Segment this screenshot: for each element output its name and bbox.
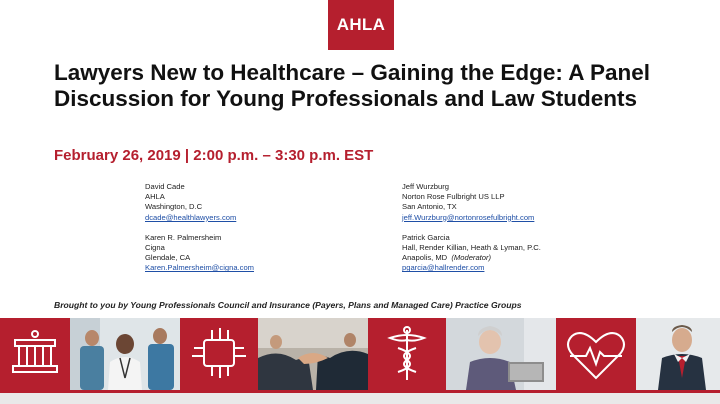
handshake-photo	[258, 318, 368, 390]
panelist-location: Washington, D.C	[145, 202, 203, 212]
panelist-location-line	[402, 253, 642, 263]
panelist-email-link[interactable]: jeff.Wurzburg@nortonrosefulbright.com	[402, 212, 535, 222]
elderly-woman-photo	[446, 318, 556, 390]
panelist-email-link[interactable]: dcade@healthlawyers.com	[145, 212, 237, 222]
moderator-role: (Moderator)	[451, 253, 492, 263]
logo-text: AHLA	[336, 15, 386, 34]
courthouse-icon	[0, 318, 70, 390]
panelist-org: Hall, Render Killian, Heath & Lyman, P.C.	[402, 243, 541, 253]
panelist-org: AHLA	[145, 192, 165, 202]
ahla-logo	[328, 0, 394, 50]
panelist-name: Patrick Garcia	[402, 232, 450, 242]
panelist-email-link[interactable]: pgarcia@hallrender.com	[402, 263, 485, 273]
sponsor-line: Brought to you by Young Professionals Council and Insurance (Payers, Plans and Managed Care) Practice Groups	[54, 300, 522, 310]
heartbeat-icon	[556, 318, 636, 390]
image-strip	[0, 318, 720, 390]
panelist-org: Norton Rose Fulbright US LLP	[402, 192, 505, 202]
panelist-org: Cigna	[145, 243, 165, 253]
caduceus-icon	[368, 318, 446, 390]
footer-accent-line	[0, 390, 720, 393]
hands-together-icon	[180, 318, 258, 390]
businessman-photo	[636, 318, 720, 390]
panelist-name: Jeff Wurzburg	[402, 182, 449, 191]
date-time-line: February 26, 2019 | 2:00 p.m. – 3:30 p.m. EST	[54, 147, 374, 164]
footer-bar	[0, 390, 720, 404]
medical-staff-photo	[70, 318, 180, 390]
panelist-email-link[interactable]: Karen.Palmersheim@cigna.com	[145, 263, 255, 273]
panelist-name: David Cade	[145, 182, 185, 191]
panelist-location: Glendale, CA	[145, 253, 191, 263]
panelists-right-column	[402, 182, 642, 274]
panelist-location: San Antonio, TX	[402, 202, 457, 212]
presentation-title: Lawyers New to Healthcare – Gaining the Edge: A Panel Discussion for Young Professionals and Law Students	[54, 60, 650, 111]
panelists-left-column	[145, 182, 345, 274]
panelist-name: Karen R. Palmersheim	[145, 232, 222, 242]
panelist-location: Anapolis, MD	[402, 253, 448, 263]
